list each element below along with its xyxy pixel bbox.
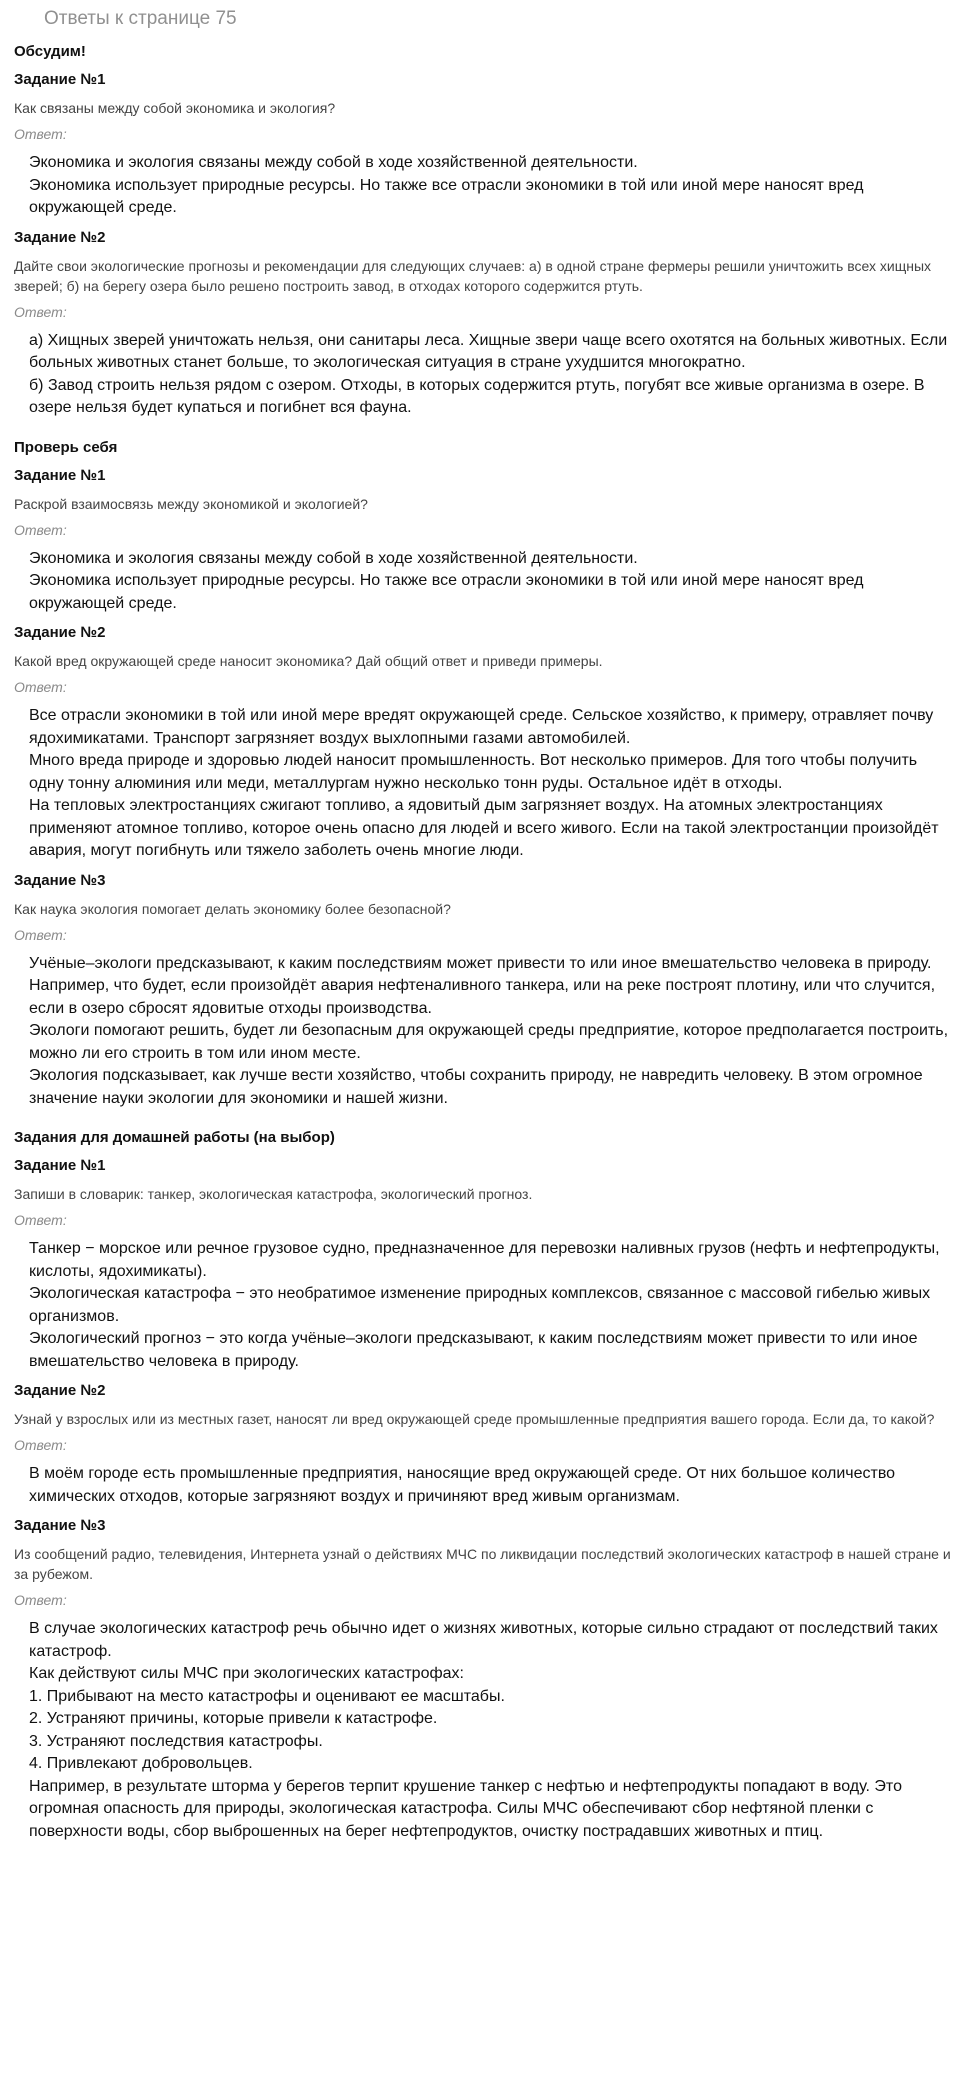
answer-line: В случае экологических катастроф речь обычно идет о жизнях животных, которые сильно страдают от последствий таких катастроф. bbox=[29, 1620, 938, 1660]
task-question: Как связаны между собой экономика и экология? bbox=[14, 100, 336, 116]
section bbox=[14, 42, 959, 420]
answers-page bbox=[0, 6, 973, 2084]
task-block bbox=[14, 70, 959, 220]
task-title: Задание №2 bbox=[14, 228, 106, 246]
answer-line: Танкер − морское или речное грузовое судно, предназначенное для перевозки наливных грузов (нефть и нефтепродукты, кислоты, ядохимикаты). bbox=[29, 1240, 940, 1280]
answer-line: 4. Привлекают добровольцев. bbox=[29, 1755, 253, 1772]
section bbox=[14, 1128, 959, 1843]
answer-line: Экологический прогноз − это когда учёные–экологи предсказывают, к каким последствиям может привести то или иное вмешательство человека в природу. bbox=[29, 1330, 918, 1370]
answer-line: а) Хищных зверей уничтожать нельзя, они санитары леса. Хищные звери чаще всего охотятся на больных животных. Если больных животных станет больше, то экологическая ситуация в стране ухудшится многократно. bbox=[29, 331, 948, 371]
section-title: Проверь себя bbox=[14, 438, 118, 456]
answer-line: 3. Устраняют последствия катастрофы. bbox=[29, 1732, 323, 1750]
task-question: Дайте свои экологические прогнозы и рекомендации для следующих случаев: а) в одной стране фермеры решили уничтожить всех хищных зверей; б) на берегу озера было решено построить завод, в отходах которого содержится ртуть. bbox=[14, 257, 931, 294]
section-title: Задания для домашней работы (на выбор) bbox=[14, 1129, 335, 1146]
task-title: Задание №1 bbox=[14, 1157, 106, 1174]
task-block bbox=[14, 228, 959, 420]
answer-line: 2. Устраняют причины, которые привели к катастрофе. bbox=[29, 1710, 438, 1727]
task-title: Задание №1 bbox=[14, 71, 106, 88]
answer-text bbox=[29, 152, 959, 220]
answer-line: На тепловых электростанциях сжигают топливо, а ядовитый дым загрязняет воздух. На атомных электростанциях применяют атомное топливо, которое очень опасно для людей и всего живого. Если на такой электростанции произойдёт авария, могут погибнуть или тяжело заболеть очень многие люди. bbox=[29, 797, 939, 859]
task-title: Задание №3 bbox=[14, 1517, 106, 1534]
answer-text bbox=[29, 330, 959, 420]
answer-label: Ответ: bbox=[14, 1437, 67, 1453]
answer-line: Как действуют силы МЧС при экологических катастрофах: bbox=[29, 1665, 464, 1682]
answer-line: Экологи помогают решить, будет ли безопасным для окружающей среды предприятие, которое предполагается построить, можно ли его строить в том или ином месте. bbox=[29, 1022, 949, 1062]
task-title: Задание №2 bbox=[14, 1382, 106, 1399]
answer-label: Ответ: bbox=[14, 1212, 67, 1228]
task-block bbox=[14, 1381, 959, 1508]
answer-text bbox=[29, 705, 959, 863]
answer-line: Экономика использует природные ресурсы. Но также все отрасли экономики в той или иной мере наносят вред окружающей среде. bbox=[29, 176, 864, 216]
task-question: Из сообщений радио, телевидения, Интернета узнай о действиях МЧС по ликвидации последствий экологических катастроф в нашей стране и за рубежом. bbox=[14, 1546, 951, 1582]
answer-text bbox=[29, 953, 959, 1111]
answer-line: Много вреда природе и здоровью людей наносит промышленность. Вот несколько примеров. Для того чтобы получить одну тонну алюминия или меди, металлургам нужно несколько тонн руды. Остальное идёт в отходы. bbox=[29, 752, 918, 792]
task-question: Узнай у взрослых или из местных газет, наносят ли вред окружающей среде промышленные предприятия вашего города. Если да, то какой? bbox=[14, 1411, 935, 1427]
section bbox=[14, 438, 959, 1111]
answer-text bbox=[29, 548, 959, 616]
answer-line: Например, в результате шторма у берегов терпит крушение танкер с нефтью и нефтепродукты попадают в воду. Это огромная опасность для природы, экологическая катастрофа. Силы МЧС обеспечивают сбор нефтяной пленки с поверхности воды, сбор выброшенных на берег нефтепродуктов, очистку пострадавших животных и птиц. bbox=[29, 1777, 902, 1840]
task-block bbox=[14, 623, 959, 863]
task-title: Задание №2 bbox=[14, 624, 106, 641]
answer-line: 1. Прибывают на место катастрофы и оценивают ее масштабы. bbox=[29, 1687, 505, 1705]
task-question: Как наука экология помогает делать экономику более безопасной? bbox=[14, 900, 451, 917]
section-title: Обсудим! bbox=[14, 43, 86, 60]
answer-line: б) Завод строить нельзя рядом с озером. Отходы, в которых содержится ртуть, погубят все живые организма в озере. В озере нельзя будет купаться и погибнет вся фауна. bbox=[29, 376, 925, 416]
answer-label: Ответ: bbox=[14, 521, 67, 538]
page-title: Ответы к странице 75 bbox=[44, 8, 237, 29]
answer-text bbox=[29, 1618, 959, 1843]
answer-line: В моём городе есть промышленные предприятия, наносящие вред окружающей среде. От них большое количество химических отходов, которые загрязняют воздух и причиняют вред живым организмам. bbox=[29, 1465, 896, 1505]
answer-line: Экономика и экология связаны между собой в ходе хозяйственной деятельности. bbox=[29, 549, 638, 567]
answer-label: Ответ: bbox=[14, 679, 67, 695]
task-title: Задание №1 bbox=[14, 466, 106, 484]
task-question: Раскрой взаимосвязь между экономикой и экологией? bbox=[14, 495, 368, 512]
answer-label: Ответ: bbox=[14, 1592, 67, 1608]
answer-line: Учёные–экологи предсказывают, к каким последствиям может привести то или иное вмешательство человека в природу. Например, что будет, если произойдёт авария нефтеналивного танкера, или на реке построят плотину, или что случится, если в озеро сбросят ядовитые отходы производства. bbox=[29, 954, 936, 1017]
answer-line: Все отрасли экономики в той или иной мере вредят окружающей среде. Сельское хозяйство, к примеру, отравляет почву ядохимикатами. Транспорт загрязняет воздух выхлопными газами автомобилей. bbox=[29, 707, 934, 747]
answer-label: Ответ: bbox=[14, 303, 67, 320]
answer-line: Экологическая катастрофа − это необратимое изменение природных комплексов, связанное с массовой гибелью живых организмов. bbox=[29, 1285, 931, 1325]
content bbox=[14, 42, 959, 1843]
task-block bbox=[14, 1156, 959, 1373]
answer-line: Экономика использует природные ресурсы. Но также все отрасли экономики в той или иной мере наносят вред окружающей среде. bbox=[29, 572, 864, 612]
task-block bbox=[14, 466, 959, 616]
answer-line: Экология подсказывает, как лучше вести хозяйство, чтобы сохранить природу, не навредить человеку. В этом огромное значение науки экологии для экономики и нашей жизни. bbox=[29, 1067, 923, 1107]
task-question: Запиши в словарик: танкер, экологическая катастрофа, экологический прогноз. bbox=[14, 1186, 533, 1202]
answer-label: Ответ: bbox=[14, 126, 67, 142]
answer-text bbox=[29, 1238, 959, 1373]
task-block bbox=[14, 1516, 959, 1843]
task-title: Задание №3 bbox=[14, 871, 106, 889]
answer-text bbox=[29, 1463, 959, 1508]
task-question: Какой вред окружающей среде наносит экономика? Дай общий ответ и приведи примеры. bbox=[14, 653, 603, 669]
task-block bbox=[14, 871, 959, 1111]
answer-label: Ответ: bbox=[14, 926, 67, 943]
answer-line: Экономика и экология связаны между собой в ходе хозяйственной деятельности. bbox=[29, 154, 638, 171]
